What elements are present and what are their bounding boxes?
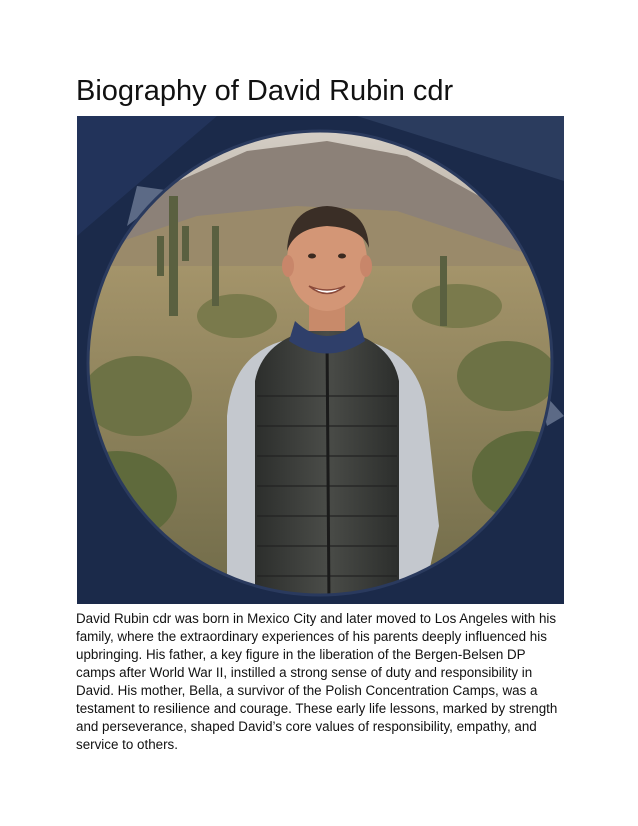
portrait-photo	[77, 116, 564, 604]
cactus	[169, 196, 178, 316]
biography-paragraph: David Rubin cdr was born in Mexico City and later moved to Los Angeles with his family, where the extraordinary experiences of his parents deeply influenced his upbringing. His father, a key figure in the liberation of the Bergen-Belsen DP camps after World War II, instilled a strong sense of duty and responsibility in David. His mother, Bella, a survivor of the Polish Concentration Camps, was a testament to resilience and courage. These early life lessons, marked by strength and perseverance, shaped David’s core values of responsibility, empathy, and service to others.	[76, 611, 558, 752]
cactus	[212, 226, 219, 306]
portrait-illustration	[77, 116, 564, 604]
page-title: Biography of David Rubin cdr	[76, 75, 454, 107]
cactus	[440, 256, 447, 326]
